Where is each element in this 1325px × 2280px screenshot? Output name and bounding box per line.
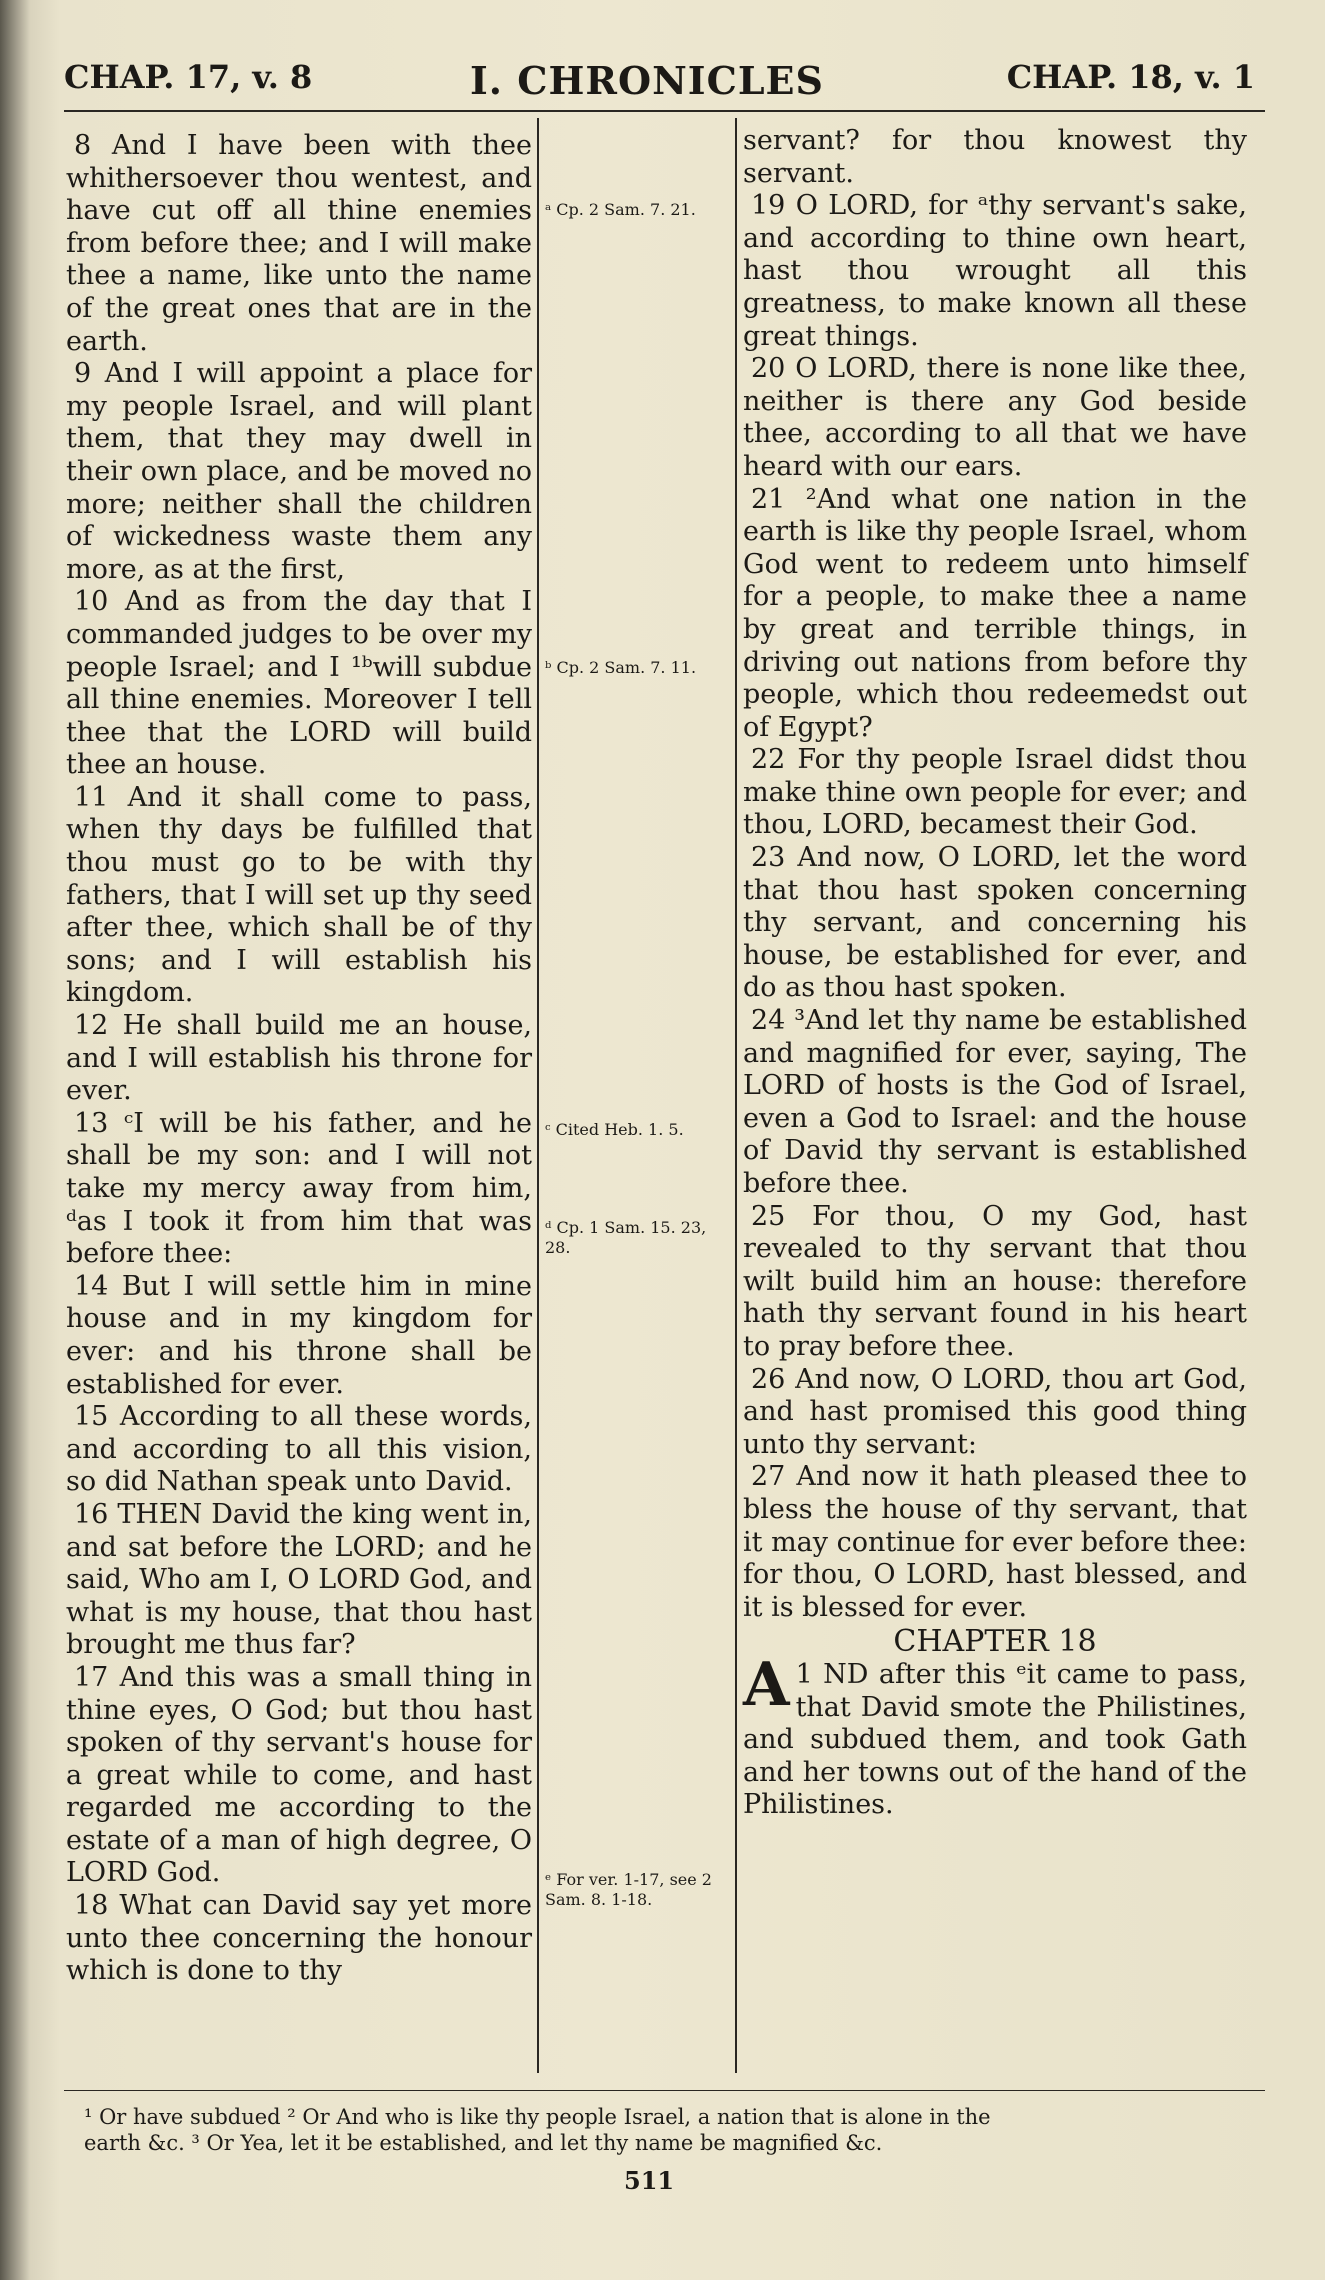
verse-22: 22 For thy people Israel didst thou make thine own people for ever; and thou, LORD, becamest their God. xyxy=(743,744,1247,841)
verse-20: 20 O LORD, there is none like thee, neither is there any God beside thee, according to all that we have heard with our ears. xyxy=(743,353,1247,482)
footnote-line-2: earth &c. ³ Or Yea, let it be established, and let thy name be magnified &c. xyxy=(84,2131,883,2155)
column-divider-left xyxy=(537,118,539,2073)
verse-26: 26 And now, O LORD, thou art God, and hast promised this good thing unto thy servant: xyxy=(743,1363,1247,1460)
verse-18-continued: servant? for thou knowest thy servant. xyxy=(743,125,1247,189)
header-chapter-right: CHAP. 18, v. 1 xyxy=(1006,58,1255,96)
verse-9: 9 And I will appoint a place for my people Israel, and will plant them, that they may dwell in their own place, and be moved no more; neither shall the children of wickedness waste them any more, as at the first, xyxy=(66,358,532,585)
header-rule xyxy=(64,110,1265,112)
verse-13: 13 ᶜI will be his father, and he shall be my son: and I will not take my mercy away from him, ᵈas I took it from him that was before thee: xyxy=(66,1107,532,1270)
verse-11: 11 And it shall come to pass, when thy days be fulfilled that thou must go to be with thy fathers, that I will set up thy seed after thee, which shall be of thy sons; and I will establish his kingdom. xyxy=(66,781,532,1009)
footnote-line-1: ¹ Or have subdued ² Or And who is like thy people Israel, a nation that is alone in the xyxy=(84,2105,991,2129)
page-number: 511 xyxy=(624,2166,675,2195)
chapter18-verse-1-text: 1 ND after this ᵉit came to pass, that David smote the Philistines, and subdued them, and took Gath and her towns out of the hand of the Philistines. xyxy=(743,1658,1247,1821)
margin-note-e: ᵉ For ver. 1-17, see 2 Sam. 8. 1-18. xyxy=(545,1870,712,1909)
verse-16: 16 THEN David the king went in, and sat before the LORD; and he said, Who am I, O LORD God, and what is my house, that thou hast brought me thus far? xyxy=(66,1498,532,1661)
right-text-column xyxy=(743,125,1247,1822)
margin-note-c: ᶜ Cited Heb. 1. 5. xyxy=(545,1120,684,1139)
footnote-rule xyxy=(64,2090,1265,2091)
verse-19: 19 O LORD, for ᵃthy servant's sake, and according to thine own heart, hast thou wrought all this greatness, to make known all these great things. xyxy=(743,190,1247,352)
column-divider-right xyxy=(735,118,737,2073)
margin-note-a: ᵃ Cp. 2 Sam. 7. 21. xyxy=(545,200,696,219)
verse-10: 10 And as from the day that I commanded judges to be over my people Israel; and I ¹ᵇwill subdue all thine enemies. Moreover I tell thee that the LORD will build thee an house. xyxy=(66,586,532,781)
margin-note-b: ᵇ Cp. 2 Sam. 7. 11. xyxy=(545,658,697,677)
header-chapter-left: CHAP. 17, v. 8 xyxy=(64,58,313,96)
verse-14: 14 But I will settle him in mine house and in my kingdom for ever: and his throne shall be established for ever. xyxy=(66,1270,532,1400)
verse-15: 15 According to all these words, and according to all this vision, so did Nathan speak unto David. xyxy=(66,1401,532,1498)
verse-21: 21 ²And what one nation in the earth is like thy people Israel, whom God went to redeem unto himself for a people, to make thee a name by great and terrible things, in driving out nations from before thy people, which thou redeemedst out of Egypt? xyxy=(743,483,1247,743)
header-book-title: I. CHRONICLES xyxy=(470,58,824,103)
verse-23: 23 And now, O LORD, let the word that thou hast spoken concerning thy servant, and concerning his house, be established for ever, and do as thou hast spoken. xyxy=(743,842,1247,1004)
margin-note-d: ᵈ Cp. 1 Sam. 15. 23, 28. xyxy=(545,1218,707,1257)
footnotes xyxy=(84,2104,1264,2156)
verse-8: 8 And I have been with thee whithersoever thou wentest, and have cut off all thine enemies from before thee; and I will make thee a name, like unto the name of the great ones that are in the earth. xyxy=(66,130,532,357)
verse-17: 17 And this was a small thing in thine eyes, O God; but thou hast spoken of thy servant's house for a great while to come, and hast regarded me according to the estate of a man of high degree, O LORD God. xyxy=(66,1661,532,1889)
verse-25: 25 For thou, O my God, hast revealed to thy servant that thou wilt build him an house: therefore hath thy servant found in his heart to pray before thee. xyxy=(743,1200,1247,1362)
verse-12: 12 He shall build me an house, and I will establish his throne for ever. xyxy=(66,1010,532,1107)
chapter-heading: CHAPTER 18 xyxy=(893,1624,1097,1660)
drop-cap-letter: A xyxy=(743,1649,790,1720)
left-text-column xyxy=(66,130,532,1988)
chapter18-verse-1 xyxy=(743,1649,1247,1822)
verse-24: 24 ³And let thy name be established and magnified for ever, saying, The LORD of hosts is the God of Israel, even a God to Israel: and the house of David thy servant is established before thee. xyxy=(743,1005,1247,1199)
verse-27: 27 And now it hath pleased thee to bless the house of thy servant, that it may continue for ever before thee: for thou, O LORD, hast blessed, and it is blessed for ever. xyxy=(743,1461,1247,1623)
verse-18: 18 What can David say yet more unto thee concerning the honour which is done to thy xyxy=(66,1890,532,1987)
